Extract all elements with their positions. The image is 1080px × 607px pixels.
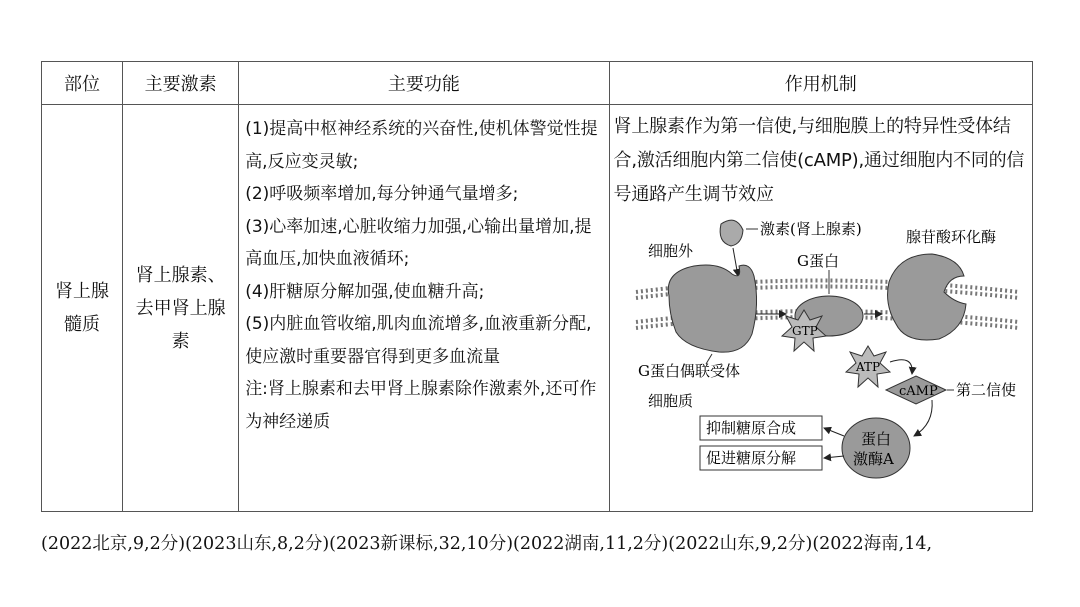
signaling-diagram bbox=[614, 214, 1026, 484]
function-item-2: (2)呼吸频率增加,每分钟通气量增多; bbox=[245, 184, 519, 204]
header-functions: 主要功能 bbox=[239, 62, 609, 105]
function-item-1: (1)提高中枢神经系统的兴奋性,使机体警觉性提高,反应变灵敏; bbox=[245, 119, 598, 172]
hormone-label: 激素(肾上腺素) bbox=[759, 220, 862, 238]
part-text: 肾上腺髓质 bbox=[55, 281, 110, 335]
hormones-cell bbox=[123, 105, 239, 512]
function-item-5: (5)内脏血管收缩,肌肉血流增多,血液重新分配,使应激时重要器官得到更多血流量 bbox=[245, 314, 592, 367]
g-protein-label: G蛋白 bbox=[796, 252, 839, 270]
mechanism-text: 肾上腺素作为第一信使,与细胞膜上的特异性受体结合,激活细胞内第二信使(cAMP),通过细胞内不同的信号通路产生调节效应 bbox=[613, 116, 1025, 205]
function-note: 注:肾上腺素和去甲肾上腺素除作激素外,还可作为神经递质 bbox=[245, 379, 597, 432]
effect-2: 促进糖原分解 bbox=[705, 449, 796, 467]
header-part: 部位 bbox=[42, 62, 123, 105]
table-row bbox=[42, 105, 1033, 512]
protein-kinase-a-icon bbox=[842, 418, 910, 478]
mechanism-cell bbox=[609, 105, 1032, 512]
references-line: (2022北京,9,2分)(2023山东,8,2分)(2023新课标,32,10分)(2022湖南,11,2分)(2022山东,9,2分)(2022海南,14, bbox=[41, 534, 933, 554]
hormones-text: 肾上腺素、去甲肾上腺素 bbox=[135, 264, 226, 352]
function-item-4: (4)肝糖原分解加强,使血糖升高; bbox=[245, 281, 485, 302]
second-messenger-label: 第二信使 bbox=[955, 381, 1016, 399]
header-mechanism: 作用机制 bbox=[609, 62, 1032, 105]
hormone-table bbox=[41, 61, 1033, 512]
gtp-label: GTP bbox=[791, 324, 818, 338]
part-cell bbox=[42, 105, 123, 512]
hormone-molecule bbox=[720, 220, 743, 246]
outside-label: 细胞外 bbox=[647, 242, 693, 260]
table-header-row bbox=[42, 62, 1033, 105]
camp-label: cAMP bbox=[898, 384, 938, 399]
header-hormones: 主要激素 bbox=[123, 62, 239, 105]
kinase-label-2: 激酶A bbox=[852, 450, 894, 468]
adenylate-cyclase-icon bbox=[887, 254, 965, 340]
effect-1: 抑制糖原合成 bbox=[705, 419, 796, 437]
functions-cell bbox=[239, 105, 609, 512]
receptor-icon bbox=[668, 265, 756, 352]
kinase-label-1: 蛋白 bbox=[860, 430, 891, 448]
cytoplasm-label: 细胞质 bbox=[647, 392, 693, 410]
function-item-3: (3)心率加速,心脏收缩力加强,心输出量增加,提高血压,加快血液循环; bbox=[245, 216, 592, 269]
receptor-label: G蛋白偶联受体 bbox=[637, 362, 740, 380]
atp-label: ATP bbox=[855, 360, 880, 374]
enzyme-label: 腺苷酸环化酶 bbox=[905, 228, 996, 246]
